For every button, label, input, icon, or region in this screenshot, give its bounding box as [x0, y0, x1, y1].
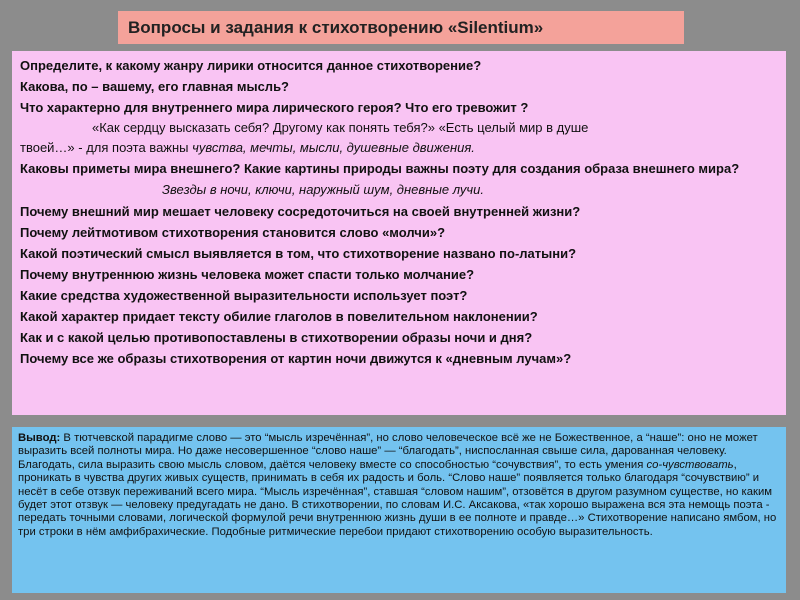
conclusion-label: Вывод: [18, 432, 61, 444]
question-10: Какой характер придает тексту обилие глаголов в повелительном наклонении? [20, 309, 538, 324]
answer-4: Звезды в ночи, ключи, наружный шум, дневные лучи. [162, 182, 484, 197]
question-2: Какова, по – вашему, его главная мысль? [20, 79, 290, 94]
question-7: Какой поэтический смысл выявляется в том, что стихотворение названо по-латыни? [20, 246, 577, 261]
question-6: Почему лейтмотивом стихотворения становится слово «молчи»? [20, 225, 446, 240]
question-8: Почему внутреннюю жизнь человека может спасти только молчание? [20, 267, 475, 282]
slide-title-text: Вопросы и задания к стихотворению «Silentium» [128, 18, 544, 37]
conclusion-text-a: В тютчевской парадигме слово — это “мысль изречённая”, но слово человеческое всё же не Божественное, а “наше”: оно не может выразить всей полноты мира. Но даже несовершенное “слово наше” — “благодать”, ниспосланная свыше сила, дарованная человеку. Благодать, сила выразить свою мысль словом, даётся человеку вместе со способностью “сочувствия”, то есть умения [18, 432, 758, 471]
quote-line-2 [20, 138, 778, 158]
conclusion-text-b: , проникать в чувства других живых существ, принимать в себя их радость и боль. “Слово наше” появляется только благодаря “сочувствию” и несёт в себе отзвук переживаний всего мира. “Мысль изречённая”, ставшая “словом нашим”, отзовётся в другом разумном существе, но каким будет этот отзвук — человеку предугадать не дано. В стихотворении, по словам И.С. Аксакова, «так хорошо выражена вся эта немощь поэта - передать точными словами, логической формулой речи внутреннюю жизнь души в ее полноте и правде…» Стихотворение написано ямбом, но три строки в нём амфибрахические. Подобные ритмические перебои придают стихотворению особую выразительность. [18, 458, 777, 538]
question-5: Почему внешний мир мешает человеку сосредоточиться на своей внутренней жизни? [20, 204, 581, 219]
quote-line-2-italic: чувства, мечты, мысли, душевные движения. [192, 140, 475, 155]
slide-title [118, 11, 684, 44]
quote-line-2-start: твоей…» - для поэта важны [20, 140, 193, 155]
question-4: Каковы приметы мира внешнего? Какие картины природы важны поэту для создания образа внешнего мира? [20, 161, 740, 176]
question-12: Почему все же образы стихотворения от картин ночи движутся к «дневным лучам»? [20, 351, 572, 366]
conclusion-text-italic: со-чувствовать [646, 458, 734, 471]
conclusion-panel [12, 427, 786, 593]
quote-line-1: «Как сердцу высказать себя? Другому как понять тебя?» «Есть целый мир в душе [92, 120, 589, 135]
question-1: Определите, к какому жанру лирики относится данное стихотворение? [20, 58, 482, 73]
questions-panel [12, 51, 786, 415]
question-3: Что характерно для внутреннего мира лирического героя? Что его тревожит ? [20, 100, 529, 115]
question-11: Как и с какой целью противопоставлены в стихотворении образы ночи и дня? [20, 330, 533, 345]
question-9: Какие средства художественной выразительности использует поэт? [20, 288, 468, 303]
